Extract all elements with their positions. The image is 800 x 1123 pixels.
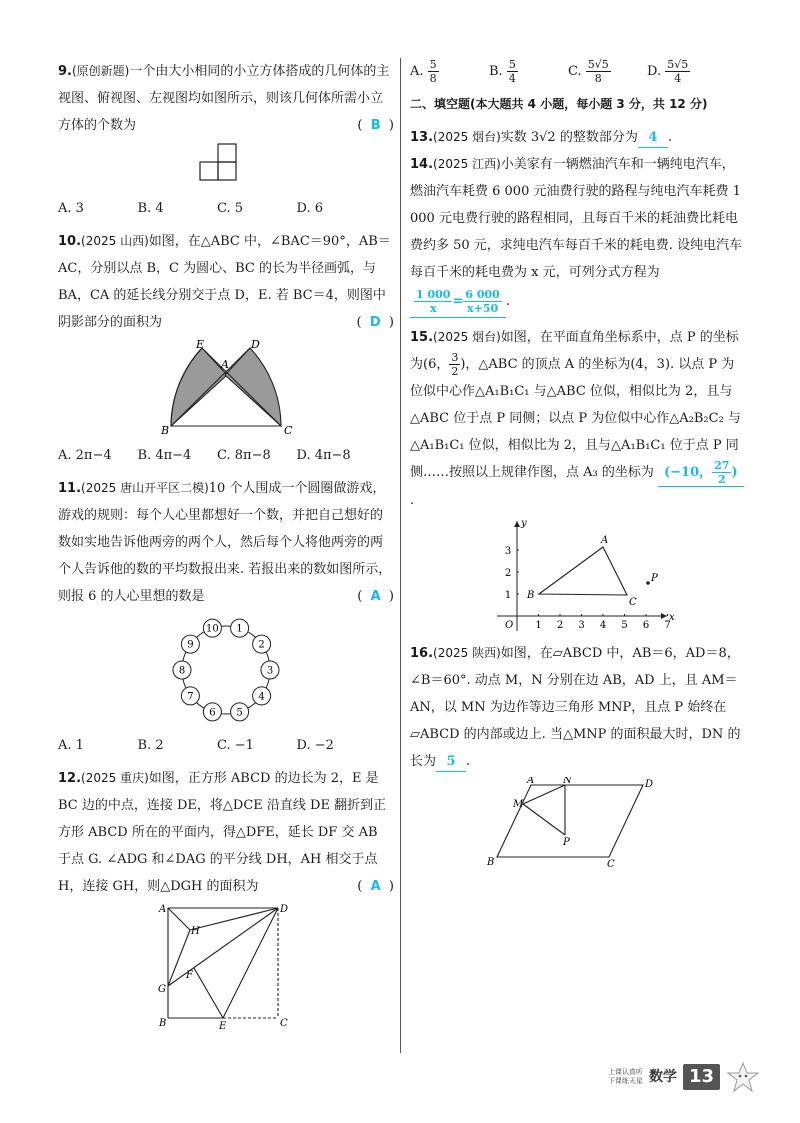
q10-label-d: D <box>251 338 260 351</box>
q11-node-number: 2 <box>258 639 265 651</box>
q11-node-number: 8 <box>178 665 186 677</box>
column-divider <box>400 58 401 1053</box>
q9-options <box>58 195 394 222</box>
q9-option-b: B. 4 <box>137 201 164 216</box>
q16-label-p: P <box>563 837 570 848</box>
q10-option-c: C. 8π−8 <box>217 448 271 463</box>
q11-text: 10 个人围成一个圆圈做游戏，游戏的规则：每个人心里都想好一个数，并把自己想好的数如实地告诉他两旁的两个人，然后每个人将他两旁的两个人告诉他的数的平均数报出来. 若报出来的数如图所示，则报 6 的人心里想的数是 <box>58 481 392 604</box>
q15-x-tick-label: 4 <box>599 620 607 631</box>
q16-number: 16. <box>410 646 434 661</box>
q16-label-n: N <box>563 777 572 786</box>
q12-option-d: D. $\frac{5√5}{4}$ <box>647 58 689 85</box>
q16-label-b: B <box>487 857 495 868</box>
q16-parallelogram-figure <box>487 777 667 872</box>
q15-number: 15. <box>410 330 434 345</box>
q11-node-number: 9 <box>187 639 194 651</box>
q15-source: (2025 烟台) <box>433 330 501 344</box>
question-16: 16.(2025 陕西)如图，在▱ABCD 中，AB＝6，AD＝8，∠B＝60°. 动点 M，N 分别在边 AB，AD 上，且 AM＝AN，以 MN 为边作等边三角形 MNP，且点 P 始终在▱ABCD 的内部或边上. 当△MNP 的面积最大时，DN 的长为 5 . <box>410 640 744 775</box>
q10-option-a: A. 2π−4 <box>58 448 112 463</box>
q12-options <box>410 58 744 85</box>
q11-node-number: 7 <box>187 691 194 703</box>
page-number: 13 <box>683 1064 720 1090</box>
q16-label-m: M <box>513 799 524 810</box>
q12-text: 如图，正方形 ABCD 的边长为 2，E 是 BC 边的中点，连接 DE，将△DCE 沿直线 DE 翻折到正方形 ABCD 所在的平面内，得△DFE，延长 DF 交 AB 于点 G. ∠ADG 和∠DAG 的平分线 DH，AH 相交于点 H，连接 GH，则△DGH 的面积为 <box>58 771 387 894</box>
q15-label-p: P <box>651 573 658 584</box>
q11-option-c: C. −1 <box>217 738 254 753</box>
q15-origin: O <box>505 620 514 631</box>
q9-text: 一个由大小相同的小立方体搭成的几何体的主视图、俯视图、左视图均如图所示，则该几何体所需小立方体的个数为 <box>58 64 390 133</box>
q10-answer: D <box>369 315 381 330</box>
right-column <box>410 58 744 876</box>
question-13: 13.(2025 烟台)实数 3√2 的整数部分为 4 . <box>410 124 744 151</box>
q13-answer: 4 <box>638 129 668 148</box>
q10-text: 如图，在△ABC 中，∠BAC＝90°，AB＝AC，分别以点 B，C 为圆心、BC 的长为半径画弧，与 BA，CA 的延长线分别交于点 D，E. 若 BC＝4，则图中阴影部分的面积为 <box>58 234 391 330</box>
q11-node-number: 5 <box>236 707 243 719</box>
q15-axis-x: x <box>669 612 675 623</box>
q13-number: 13. <box>410 130 434 145</box>
q13-text: 实数 3√2 的整数部分为 <box>500 130 638 145</box>
q15-axis-y: y <box>521 518 527 529</box>
q9-option-a: A. 3 <box>58 201 84 216</box>
q16-label-c: C <box>607 859 615 870</box>
q10-label-c: C <box>284 424 293 437</box>
q12-label-c: C <box>280 1018 288 1029</box>
q12-option-a-frac: $\frac{5}{8}$ <box>429 58 437 85</box>
q9-option-d: D. 6 <box>296 201 323 216</box>
q10-option-b: B. 4π−4 <box>137 448 192 463</box>
q11-circle-figure <box>166 612 286 728</box>
q11-source: (2025 唐山开平区二模) <box>81 481 209 495</box>
question-10 <box>58 228 394 336</box>
star-mascot-icon <box>726 1061 760 1093</box>
q12-label-d: D <box>280 904 289 915</box>
q16-text: 如图，在▱ABCD 中，AB＝6，AD＝8，∠B＝60°. 动点 M，N 分别在边 AB，AD 上，且 AM＝AN，以 MN 为边作等边三角形 MNP，且点 P 始终在▱ABCD 的内部或边上. 当△MNP 的面积最大时，DN 的长为 <box>410 646 741 769</box>
q12-label-b: B <box>159 1018 167 1029</box>
q12-option-c-frac: $\frac{5√5}{8}$ <box>587 58 609 85</box>
q16-label-a: A <box>527 777 535 786</box>
q11-node-number: 10 <box>206 623 219 635</box>
q10-label-b: B <box>161 424 170 437</box>
q12-option-c: C. $\frac{5√5}{8}$ <box>568 58 609 85</box>
q15-y-tick-label: 3 <box>504 546 512 557</box>
q15-x-tick-label: 3 <box>578 620 585 631</box>
q15-label-a: A <box>601 535 609 546</box>
q14-text: 小美家有一辆燃油汽车和一辆纯电汽车，燃油汽车耗费 6 000 元油费行驶的路程与纯电汽车耗费 1 000 元电费行驶的路程相同，且每百千米的耗油费比耗电费约多 50 元，求纯电汽车每百千米的耗电费. 设纯电汽车每百千米的耗电费为 x 元，可列分式方程为 <box>410 157 743 280</box>
q15-label-c: C <box>629 597 637 608</box>
q10-label-e: E <box>196 338 205 351</box>
q15-x-ticks <box>535 614 670 631</box>
q9-number: 9. <box>58 64 72 79</box>
q12-option-a: A. $\frac{5}{8}$ <box>410 58 437 85</box>
q15-triangle-abc <box>539 547 627 595</box>
q15-x-tick-label: 2 <box>556 620 564 631</box>
footer-subject: 数学 <box>648 1068 677 1085</box>
q11-node-number: 3 <box>266 665 274 677</box>
q9-answer: B <box>370 118 381 133</box>
q12-label-f: F <box>186 970 193 981</box>
q12-option-d-frac: $\frac{5√5}{4}$ <box>667 58 689 85</box>
q10-label-a: A <box>221 358 229 371</box>
q9-source: (原创新题) <box>71 64 130 78</box>
q14-answer: $\frac{1 000}{x}$ = $\frac{6 000}{x+50}$ <box>410 286 506 318</box>
q12-label-g: G <box>158 984 166 995</box>
q11-circle-group <box>173 619 279 721</box>
q15-y-tick-label: 1 <box>504 590 512 601</box>
question-12 <box>58 765 394 900</box>
q9-answer-box: ( B ) <box>357 118 394 133</box>
q16-answer: 5 <box>436 753 466 772</box>
q10-option-d: D. 4π−8 <box>296 448 351 463</box>
q11-option-a: A. 1 <box>58 738 84 753</box>
q15-x-tick-label: 6 <box>642 620 650 631</box>
q10-number: 10. <box>58 234 82 249</box>
q12-answer-box: ( A ) <box>357 879 394 894</box>
q10-source: (2025 山西) <box>81 234 149 248</box>
footer-slogan: 上课认真听 下课练天星 <box>607 1068 643 1085</box>
q11-number: 11. <box>58 481 82 496</box>
q11-node-number: 1 <box>236 623 243 635</box>
q12-label-h: H <box>191 926 200 937</box>
question-9 <box>58 58 394 139</box>
q12-number: 12. <box>58 771 82 786</box>
q13-source: (2025 烟台) <box>433 130 501 144</box>
q11-option-b: B. 2 <box>137 738 164 753</box>
q12-square-figure <box>156 902 296 1032</box>
q16-source: (2025 陕西) <box>433 646 501 660</box>
q15-x-tick-label: 5 <box>621 620 628 631</box>
q10-arc-figure <box>151 338 301 438</box>
q11-option-d: D. −2 <box>296 738 334 753</box>
q15-x-tick-label: 1 <box>535 620 542 631</box>
q12-answer: A <box>370 879 381 894</box>
q15-p-frac: $\frac{3}{2}$ <box>451 351 459 378</box>
q15-answer: (−10， $\frac{27}{2}$ ) <box>658 459 744 487</box>
q12-option-b-frac: $\frac{5}{4}$ <box>508 58 516 85</box>
q15-label-b: B <box>527 590 535 601</box>
page-footer <box>608 1061 760 1093</box>
q16-label-d: D <box>645 779 654 790</box>
q11-node-number: 6 <box>209 707 216 719</box>
q10-answer-box: ( D ) <box>356 315 394 330</box>
q10-options <box>58 442 394 469</box>
q12-label-e: E <box>219 1021 227 1032</box>
q14-source: (2025 江西) <box>433 157 501 171</box>
q12-label-a: A <box>159 904 167 915</box>
question-15: 15.(2025 烟台)如图，在平面直角坐标系中，点 P 的坐标为(6， $\frac{3}{2}$ )，△ABC 的顶点 A 的坐标为(4，3). 以点 P 为位似中心作△A₁B₁C₁ 与△ABC 位似，相似比为 2，且与△ABC 位于点 P 同侧；以点 P 为位似中心作△A₂B₂C₂ 与△A₁B₁C₁ 位似，相似比为 2，且与△A₁B₁C₁ 位于点 P 同侧……按照以上规律作图，点 A₃ 的坐标为 (−10， $\frac{27}{2}$ ). <box>410 324 744 514</box>
q14-number: 14. <box>410 157 434 172</box>
q11-node-number: 4 <box>258 691 265 703</box>
left-column <box>58 58 394 1036</box>
q11-answer: A <box>370 589 381 604</box>
q12-source: (2025 重庆) <box>81 771 149 785</box>
q12-option-b: B. $\frac{5}{4}$ <box>489 58 516 85</box>
q9-option-c: C. 5 <box>217 201 244 216</box>
q15-coordinate-figure <box>477 516 677 636</box>
q15-point-p <box>646 581 650 585</box>
q11-answer-box: ( A ) <box>357 589 394 604</box>
question-14: 14.(2025 江西)小美家有一辆燃油汽车和一辆纯电汽车，燃油汽车耗费 6 000 元油费行驶的路程与纯电汽车耗费 1 000 元电费行驶的路程相同，且每百千米的耗油费比耗电费约多 50 元，求纯电汽车每百千米的耗电费. 设纯电汽车每百千米的耗电费为 x 元，可列分式方程为 $\frac{1 000}{x}$ = $\frac{6 000}{x+50}$ . <box>410 151 744 318</box>
q15-y-tick-label: 2 <box>504 568 512 579</box>
q15-x-tick-label: 7 <box>664 620 671 631</box>
section-2-heading: 二、填空题(本大题共 4 小题，每小题 3 分，共 12 分) <box>410 97 708 111</box>
q11-options <box>58 732 394 759</box>
q9-three-view-figure <box>196 141 256 191</box>
question-11 <box>58 475 394 610</box>
